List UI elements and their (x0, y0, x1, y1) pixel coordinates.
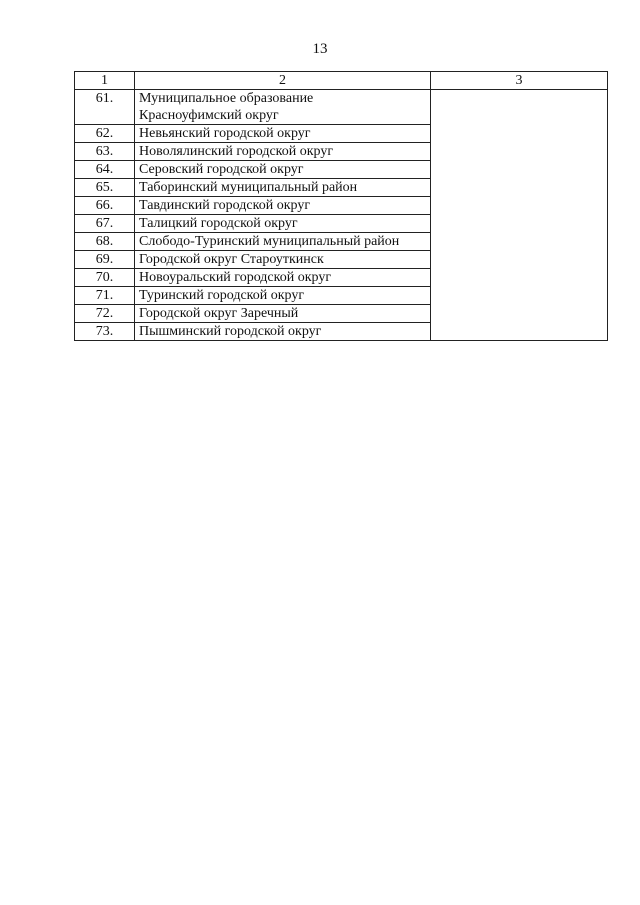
municipalities-table (74, 71, 608, 341)
municipality-name: Пышминский городской округ (135, 323, 431, 341)
row-number: 73. (75, 323, 135, 341)
column-header-1: 1 (75, 72, 135, 90)
municipality-name: Новоуральский городской округ (135, 269, 431, 287)
municipality-name: Новолялинский городской округ (135, 143, 431, 161)
municipality-name: Серовский городской округ (135, 161, 431, 179)
row-number: 66. (75, 197, 135, 215)
row-number: 68. (75, 233, 135, 251)
row-number: 61. (75, 90, 135, 125)
row-number: 62. (75, 125, 135, 143)
column-header-3: 3 (431, 72, 608, 90)
name-line-2: Красноуфимский округ (139, 108, 279, 123)
municipality-name: Тавдинский городской округ (135, 197, 431, 215)
row-number: 70. (75, 269, 135, 287)
row-number: 72. (75, 305, 135, 323)
municipality-name: Таборинский муниципальный район (135, 179, 431, 197)
municipality-name: Талицкий городской округ (135, 215, 431, 233)
name-line-1: Муниципальное образование (139, 91, 314, 106)
page-number: 13 (312, 41, 328, 57)
municipality-name: Городской округ Староуткинск (135, 251, 431, 269)
column-3-cell (431, 90, 608, 341)
municipality-name: Туринский городской округ (135, 287, 431, 305)
row-number: 71. (75, 287, 135, 305)
row-number: 67. (75, 215, 135, 233)
table-header-row (75, 72, 608, 90)
municipality-name (135, 90, 431, 125)
municipality-name: Невьянский городской округ (135, 125, 431, 143)
row-number: 69. (75, 251, 135, 269)
row-number: 63. (75, 143, 135, 161)
municipality-name: Слободо-Туринский муниципальный район (135, 233, 431, 251)
municipality-name: Городской округ Заречный (135, 305, 431, 323)
row-number: 65. (75, 179, 135, 197)
column-header-2: 2 (135, 72, 431, 90)
row-number: 64. (75, 161, 135, 179)
table-row (75, 90, 608, 125)
